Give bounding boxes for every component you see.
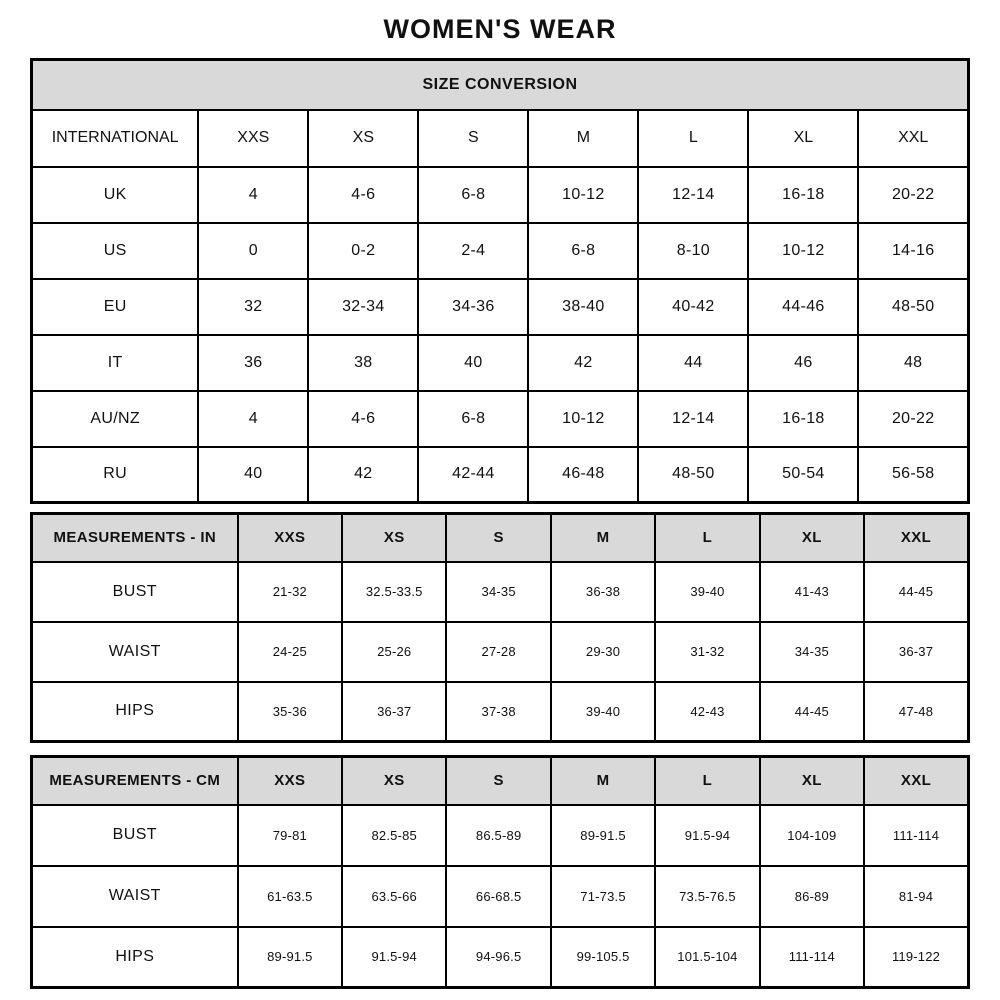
size-conversion-table bbox=[30, 58, 970, 504]
table-row bbox=[32, 335, 969, 391]
value-cell: 10-12 bbox=[528, 167, 638, 223]
value-cell: 73.5-76.5 bbox=[655, 866, 759, 927]
column-header: L bbox=[655, 514, 759, 562]
row-label: WAIST bbox=[32, 866, 238, 927]
value-cell: 86-89 bbox=[760, 866, 864, 927]
value-cell: 37-38 bbox=[446, 682, 550, 742]
value-cell: 89-91.5 bbox=[551, 805, 655, 866]
table-row bbox=[32, 167, 969, 223]
value-cell: 32.5-33.5 bbox=[342, 562, 446, 622]
value-cell: 44-45 bbox=[864, 562, 968, 622]
measurements-in-body bbox=[32, 562, 969, 742]
table-row bbox=[32, 562, 969, 622]
value-cell: 16-18 bbox=[748, 167, 858, 223]
value-cell: 119-122 bbox=[864, 927, 968, 988]
value-cell: 12-14 bbox=[638, 391, 748, 447]
value-cell: 82.5-85 bbox=[342, 805, 446, 866]
row-label: HIPS bbox=[32, 682, 238, 742]
value-cell: 50-54 bbox=[748, 447, 858, 503]
value-cell: 36-37 bbox=[342, 682, 446, 742]
table-row bbox=[32, 279, 969, 335]
value-cell: 34-35 bbox=[446, 562, 550, 622]
value-cell: 40-42 bbox=[638, 279, 748, 335]
value-cell: 44-46 bbox=[748, 279, 858, 335]
value-cell: 42-43 bbox=[655, 682, 759, 742]
size-conversion-caption-row bbox=[32, 60, 969, 110]
row-label: AU/NZ bbox=[32, 391, 199, 447]
row-label: IT bbox=[32, 335, 199, 391]
column-header: XXL bbox=[864, 757, 968, 805]
value-cell: 111-114 bbox=[760, 927, 864, 988]
table-row bbox=[32, 223, 969, 279]
value-cell: 16-18 bbox=[748, 391, 858, 447]
column-header: M bbox=[551, 757, 655, 805]
value-cell: 36-37 bbox=[864, 622, 968, 682]
column-header: XXL bbox=[858, 110, 968, 167]
row-label: US bbox=[32, 223, 199, 279]
value-cell: 4 bbox=[198, 167, 308, 223]
value-cell: 34-36 bbox=[418, 279, 528, 335]
value-cell: 34-35 bbox=[760, 622, 864, 682]
value-cell: 86.5-89 bbox=[446, 805, 550, 866]
table-row bbox=[32, 927, 969, 988]
column-header: INTERNATIONAL bbox=[32, 110, 199, 167]
table-row bbox=[32, 866, 969, 927]
value-cell: 6-8 bbox=[418, 391, 528, 447]
column-header: XL bbox=[760, 757, 864, 805]
value-cell: 41-43 bbox=[760, 562, 864, 622]
value-cell: 42-44 bbox=[418, 447, 528, 503]
column-header: XL bbox=[760, 514, 864, 562]
value-cell: 38 bbox=[308, 335, 418, 391]
value-cell: 36-38 bbox=[551, 562, 655, 622]
size-conversion-title: SIZE CONVERSION bbox=[32, 60, 969, 110]
row-label: WAIST bbox=[32, 622, 238, 682]
column-header: S bbox=[446, 757, 550, 805]
column-header: XS bbox=[342, 514, 446, 562]
value-cell: 42 bbox=[528, 335, 638, 391]
value-cell: 44-45 bbox=[760, 682, 864, 742]
measurements-in-title: MEASUREMENTS - IN bbox=[32, 514, 238, 562]
value-cell: 12-14 bbox=[638, 167, 748, 223]
value-cell: 38-40 bbox=[528, 279, 638, 335]
column-header: XL bbox=[748, 110, 858, 167]
value-cell: 29-30 bbox=[551, 622, 655, 682]
row-label: UK bbox=[32, 167, 199, 223]
value-cell: 21-32 bbox=[238, 562, 342, 622]
value-cell: 46-48 bbox=[528, 447, 638, 503]
row-label: BUST bbox=[32, 805, 238, 866]
table-row bbox=[32, 391, 969, 447]
value-cell: 20-22 bbox=[858, 391, 968, 447]
row-label: RU bbox=[32, 447, 199, 503]
measurements-cm-title: MEASUREMENTS - CM bbox=[32, 757, 238, 805]
value-cell: 6-8 bbox=[528, 223, 638, 279]
value-cell: 4-6 bbox=[308, 167, 418, 223]
column-header: XXS bbox=[238, 514, 342, 562]
value-cell: 99-105.5 bbox=[551, 927, 655, 988]
value-cell: 25-26 bbox=[342, 622, 446, 682]
value-cell: 40 bbox=[198, 447, 308, 503]
value-cell: 36 bbox=[198, 335, 308, 391]
value-cell: 6-8 bbox=[418, 167, 528, 223]
value-cell: 27-28 bbox=[446, 622, 550, 682]
value-cell: 48-50 bbox=[638, 447, 748, 503]
column-header: S bbox=[418, 110, 528, 167]
table-row bbox=[32, 447, 969, 503]
value-cell: 32-34 bbox=[308, 279, 418, 335]
value-cell: 89-91.5 bbox=[238, 927, 342, 988]
value-cell: 91.5-94 bbox=[342, 927, 446, 988]
column-header: XXS bbox=[198, 110, 308, 167]
value-cell: 48-50 bbox=[858, 279, 968, 335]
value-cell: 20-22 bbox=[858, 167, 968, 223]
value-cell: 104-109 bbox=[760, 805, 864, 866]
table-row bbox=[32, 682, 969, 742]
value-cell: 40 bbox=[418, 335, 528, 391]
size-conversion-body bbox=[32, 167, 969, 503]
row-label: BUST bbox=[32, 562, 238, 622]
value-cell: 46 bbox=[748, 335, 858, 391]
value-cell: 32 bbox=[198, 279, 308, 335]
value-cell: 31-32 bbox=[655, 622, 759, 682]
value-cell: 42 bbox=[308, 447, 418, 503]
column-header: M bbox=[528, 110, 638, 167]
value-cell: 24-25 bbox=[238, 622, 342, 682]
table-row bbox=[32, 805, 969, 866]
value-cell: 39-40 bbox=[551, 682, 655, 742]
row-label: HIPS bbox=[32, 927, 238, 988]
value-cell: 14-16 bbox=[858, 223, 968, 279]
value-cell: 47-48 bbox=[864, 682, 968, 742]
value-cell: 39-40 bbox=[655, 562, 759, 622]
value-cell: 0-2 bbox=[308, 223, 418, 279]
value-cell: 10-12 bbox=[748, 223, 858, 279]
column-header: L bbox=[638, 110, 748, 167]
column-header: XXL bbox=[864, 514, 968, 562]
value-cell: 94-96.5 bbox=[446, 927, 550, 988]
column-header: S bbox=[446, 514, 550, 562]
value-cell: 35-36 bbox=[238, 682, 342, 742]
table-row bbox=[32, 622, 969, 682]
value-cell: 101.5-104 bbox=[655, 927, 759, 988]
value-cell: 44 bbox=[638, 335, 748, 391]
measurements-cm-header-row bbox=[32, 757, 969, 805]
measurements-in-header-row bbox=[32, 514, 969, 562]
value-cell: 111-114 bbox=[864, 805, 968, 866]
measurements-in-table bbox=[30, 512, 970, 743]
column-header: XXS bbox=[238, 757, 342, 805]
value-cell: 61-63.5 bbox=[238, 866, 342, 927]
value-cell: 4-6 bbox=[308, 391, 418, 447]
row-label: EU bbox=[32, 279, 199, 335]
value-cell: 63.5-66 bbox=[342, 866, 446, 927]
value-cell: 10-12 bbox=[528, 391, 638, 447]
column-header: XS bbox=[308, 110, 418, 167]
value-cell: 66-68.5 bbox=[446, 866, 550, 927]
value-cell: 81-94 bbox=[864, 866, 968, 927]
value-cell: 8-10 bbox=[638, 223, 748, 279]
column-header: M bbox=[551, 514, 655, 562]
value-cell: 2-4 bbox=[418, 223, 528, 279]
value-cell: 71-73.5 bbox=[551, 866, 655, 927]
value-cell: 56-58 bbox=[858, 447, 968, 503]
page-title: WOMEN'S WEAR bbox=[383, 14, 617, 44]
column-header: L bbox=[655, 757, 759, 805]
value-cell: 4 bbox=[198, 391, 308, 447]
column-header: XS bbox=[342, 757, 446, 805]
measurements-cm-body bbox=[32, 805, 969, 988]
value-cell: 79-81 bbox=[238, 805, 342, 866]
measurements-cm-table bbox=[30, 755, 970, 989]
value-cell: 48 bbox=[858, 335, 968, 391]
value-cell: 0 bbox=[198, 223, 308, 279]
value-cell: 91.5-94 bbox=[655, 805, 759, 866]
size-conversion-columns-row bbox=[32, 110, 969, 167]
